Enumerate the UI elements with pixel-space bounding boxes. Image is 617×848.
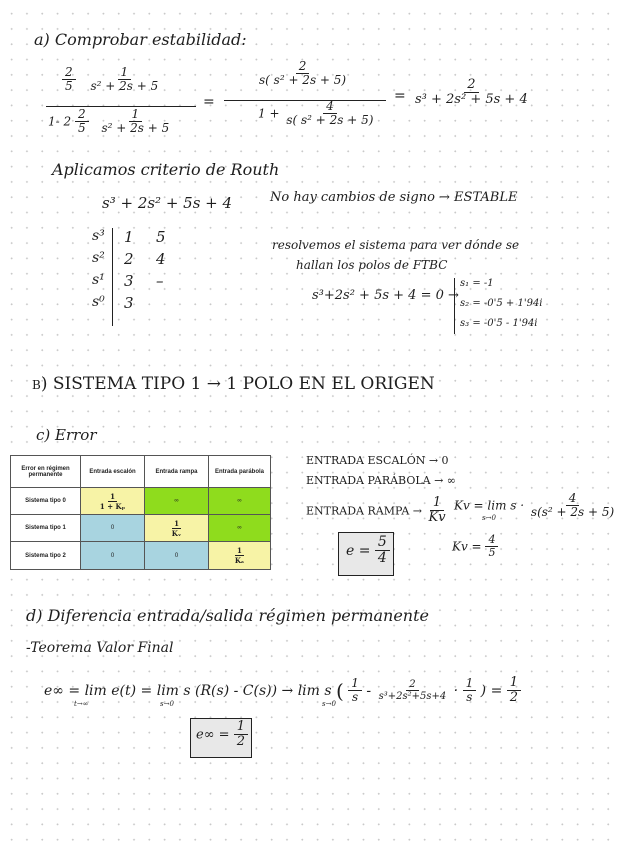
routh-row-label: s³ (92, 228, 105, 244)
error-table (10, 455, 271, 570)
routh-cell: 2 (124, 250, 134, 268)
eq2-equals: = (394, 88, 406, 104)
section-b-system-type: b) SISTEMA TIPO 1 → 1 POLO EN EL ORIGEN (32, 374, 435, 394)
table-cell: ∞ (209, 488, 271, 515)
table-cell: 0 (145, 542, 209, 570)
routh-row-label: s⁰ (92, 294, 105, 310)
row-label: Sistema tipo 1 (11, 515, 81, 542)
characteristic-equation: s³+2s² + 5s + 4 = 0 → (312, 288, 459, 303)
eq1-outer-denominator: 1- 2 $\frac{2}{5}$ $\frac{1}{\text{s² + 2s + 5}}$ (48, 108, 172, 135)
kv-limit-subscript: s→0 (482, 514, 496, 522)
routh-row-label: s¹ (92, 272, 105, 288)
error-result: e = $\frac{5}{4}$ (346, 535, 390, 567)
table-cell: 0 (81, 515, 145, 542)
routh-cell: 3 (124, 294, 134, 312)
table-row (11, 515, 271, 542)
eq2-numerator: $\frac{2}{\text{s( s² + 2s + 5)}}$ (259, 59, 347, 88)
table-cell: $\frac{1}{\text{1 + Kₚ}}$ (81, 488, 145, 515)
table-cell: ∞ (145, 488, 209, 515)
table-cell: $\frac{1}{\text{Kᵥ}}$ (145, 515, 209, 542)
limit-subscript: s→0 (160, 700, 174, 708)
limit-subscript: s→0 (322, 700, 336, 708)
row-label: Sistema tipo 0 (11, 488, 81, 515)
solve-note-line2: hallan los polos de FTBC (296, 258, 448, 272)
eq1-main-fraction-bar (46, 106, 196, 107)
table-header: Entrada escalón (81, 456, 145, 488)
heading-a: a) Comprobar estabilidad: (34, 30, 247, 49)
table-row (11, 488, 271, 515)
routh-cell: – (156, 272, 164, 290)
routh-cell: 5 (156, 228, 166, 246)
table-cell: $\frac{1}{\text{Kₐ}}$ (209, 542, 271, 570)
limit-subscript: t→∞ (74, 700, 89, 708)
eq1-den-tf: $\frac{1}{\text{s² + 2s + 5}}$ (101, 107, 170, 136)
root: s₁ = -1 (460, 278, 494, 289)
kv-limit-expression: Kv = lim s · $\frac{4}{\text{s(s² + 2s + 5)}}$ (454, 491, 615, 520)
table-header: Entrada parábola (209, 456, 271, 488)
solve-note-line1: resolvemos el sistema para ver dónde se (272, 238, 520, 252)
table-row (11, 542, 271, 570)
eq1-outer-numerator (62, 66, 161, 93)
routh-row-label: s² (92, 250, 105, 266)
heading-c: c) Error (36, 426, 97, 444)
step-input-error: ENTRADA ESCALÓN → 0 (306, 454, 449, 467)
final-value-theorem: -Teorema Valor Final (26, 640, 174, 656)
ramp-input-error: ENTRADA RAMPA → $\frac{1}{Kv}$ (306, 495, 446, 526)
heading-d: d) Diferencia entrada/salida régimen permanente (26, 606, 429, 625)
table-header: Entrada rampa (145, 456, 209, 488)
routh-table-divider (112, 228, 113, 326)
eq2-denominator: 1 + $\frac{4}{\text{s( s² + 2s + 5)}}$ (258, 99, 374, 128)
eq1-den-coef: $\frac{2}{5}$ (75, 108, 89, 135)
stable-conclusion: No hay cambios de signo → ESTABLE (270, 190, 518, 205)
routh-cell: 1 (124, 228, 134, 246)
final-error-result: e∞ = $\frac{1}{2}$ (196, 720, 248, 750)
table-cell: 0 (81, 542, 145, 570)
eq1-equals: = (203, 94, 215, 110)
eq1-num-tf: $\frac{1}{\text{s² + 2s + 5}}$ (90, 65, 159, 94)
routh-cell: 3 (124, 272, 134, 290)
eq1-num-coef: $\frac{2}{5}$ (62, 66, 76, 93)
roots-brace (454, 278, 455, 334)
root: s₃ = -0'5 - 1'94i (460, 318, 538, 329)
table-header: Error en régimen permanente (11, 456, 81, 488)
final-value-equation: e∞ = lim e(t) = lim s (R(s) - C(s)) → lim s ( $\frac{1}{s}$ - $\frac{2}{\text{s³+2s²+5s+4}}$ · $\frac{1}{s}$ ) = $\frac{1}{2}$ (44, 676, 521, 706)
routh-title: Aplicamos criterio de Routh (52, 160, 280, 179)
row-label: Sistema tipo 2 (11, 542, 81, 570)
characteristic-polynomial: s³ + 2s² + 5s + 4 (102, 194, 233, 212)
root: s₂ = -0'5 + 1'94i (460, 298, 543, 309)
kv-result: Kv = $\frac{4}{5}$ (452, 534, 498, 559)
eq3-fraction: $\frac{2}{\text{s³ + 2s² + 5s + 4}}$ (415, 77, 528, 108)
routh-cell: 4 (156, 250, 166, 268)
parabola-input-error: ENTRADA PARÁBOLA → ∞ (306, 474, 456, 487)
table-cell: ∞ (209, 515, 271, 542)
